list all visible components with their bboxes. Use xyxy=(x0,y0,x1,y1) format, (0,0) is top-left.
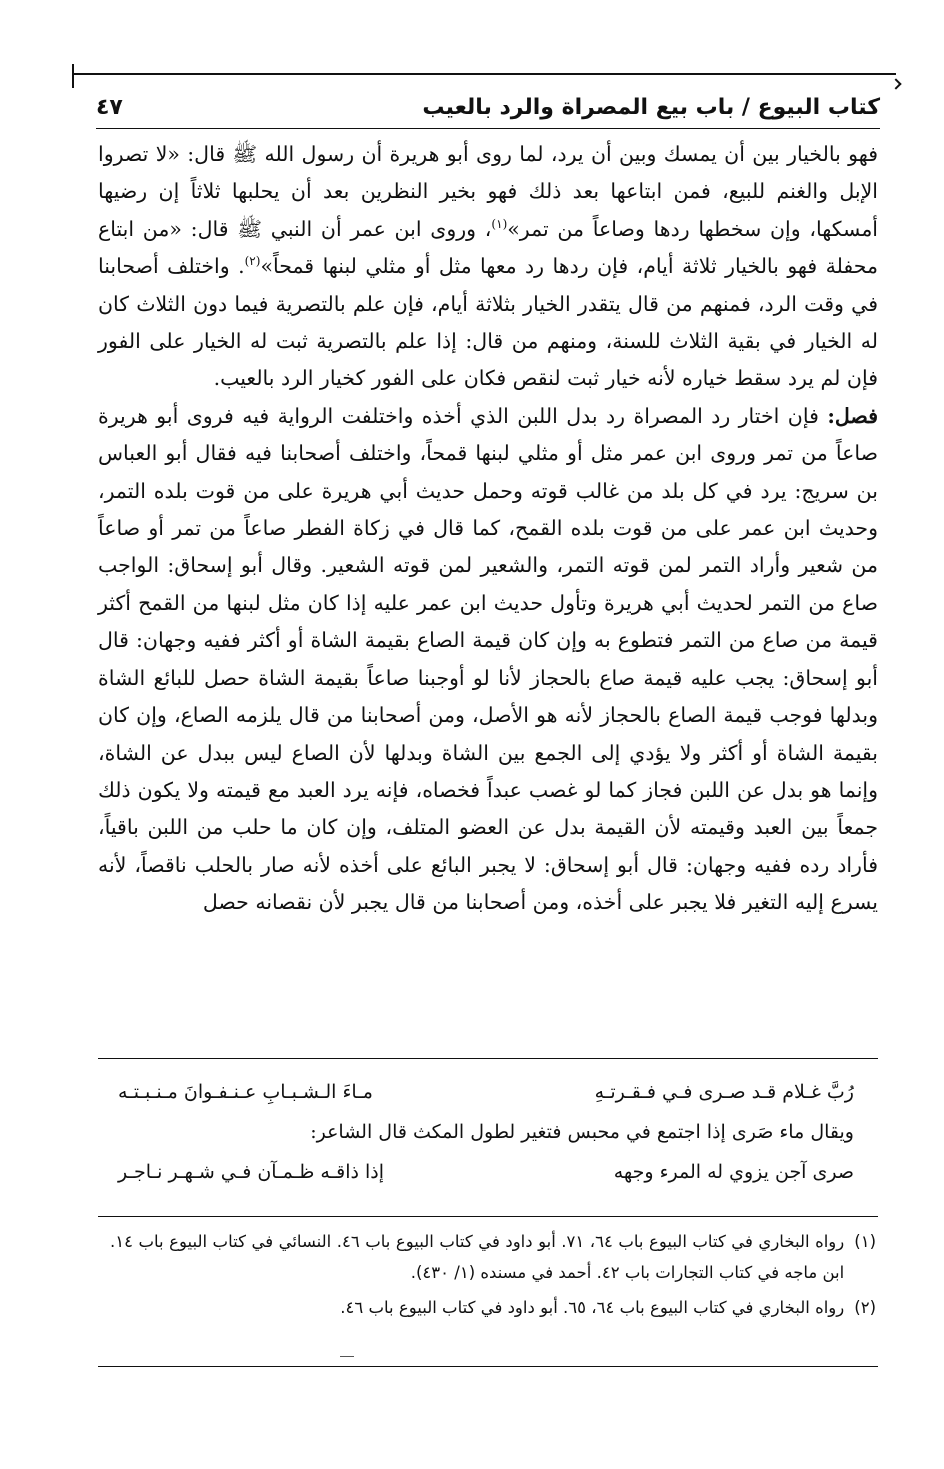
footnote-number: (٢) xyxy=(854,1298,876,1317)
header-rule xyxy=(96,128,880,129)
paragraph-2-text: فإن اختار رد المصراة رد بدل اللبن الذي أخذه واختلفت الرواية فيه فروى أبو هريرة صاعاً من تمر وروى ابن عمر مثل أو مثلي لبنها قمحاً، واختلف أصحابنا فيه فقال أبو العباس بن سريج: يرد في كل بلد من غالب قوته وحمل حديث أبي هريرة على من قوت بلده التمر، وحديث ابن عمر على من قوت بلده القمح، كما قال في زكاة الفطر صاعاً من تمر أو صاعاً من شعير وأراد التمر لمن قوته التمر، والشعير لمن قوته الشعير. وقال أبو إسحاق: الواجب صاع من التمر لحديث أبي هريرة وتأول حديث ابن عمر عليه إذا كان مثل لبنها من القمح أكثر قيمة من صاع من التمر فتطوع به وإن كان قيمة الصاع بقيمة الشاة أو أكثر ففيه وجهان: قال أبو إسحاق: يجب عليه قيمة صاع بالحجاز لأنا لو أوجبنا صاعاً بقيمة الشاة حصل للبائع الشاة وبدلها فوجب قيمة الصاع بالحجاز لأنه هو الأصل، ومن أصحابنا من قال يلزمه الصاع، وإن كان بقيمة الشاة أو أكثر ولا يؤدي إلى الجمع بين الشاة وبدلها لأن الصاع ليس ببدل عن الشاة، وإنما هو بدل عن اللبن فجاز كما لو غصب عبداً فخصاه، فإنه يرد العبد مع قيمته ولا يكون ذلك جمعاً بين العبد وقيمته لأن القيمة بدل عن العضو المتلف، وإن كان ما حلب من اللبن باقياً، فأراد رده ففيه وجهان: قال أبو إسحاق: لا يجبر البائع على أخذه لأنه صار بالحلب ناقصاً، لأنه يسرع إليه التغير فلا يجبر على أخذه، ومن أصحابنا من قال يجبر لأن نقصانه حصل xyxy=(98,403,879,915)
footnotes xyxy=(110,1226,876,1327)
paragraph-1 xyxy=(98,136,878,398)
top-frame-rule xyxy=(72,73,896,75)
small-dash-mark xyxy=(340,1356,354,1357)
frame-corner-left xyxy=(72,64,74,88)
running-title: كتاب البيوع / باب بيع المصراة والرد بالعيب xyxy=(422,94,880,120)
frame-corner-right xyxy=(890,78,901,89)
footnote-ref-2[interactable]: (٢) xyxy=(244,254,261,269)
footnote-text: رواه البخاري في كتاب البيوع باب ٦٤، ٧١. أبو داود في كتاب البيوع باب ٤٦. النسائي في كتاب البيوع باب ١٤. ابن ماجه في كتاب التجارات باب ٤٢. أحمد في مسنده (١/ ٤٣٠). xyxy=(110,1232,845,1282)
text-separator-rule xyxy=(98,1058,878,1059)
poetry-block xyxy=(98,1072,878,1192)
paragraph-1-continuation: ، وروى ابن عمر أن النبي ﷺ قال: «من ابتاع محفلة فهو بالخيار ثلاثة أيام، فإن ردها رد معها مثل أو مثلي لبنها قمحاً» xyxy=(98,216,878,279)
verse-1-second-hemistich: مـاءَ الـشـبـابِ عـنـفـوانَ مـنـبـتـه xyxy=(118,1081,373,1103)
footnote-separator-rule xyxy=(98,1216,878,1217)
verse-2-second-hemistich: إذا ذاقـه ظـمـآن فـي شـهـر نـاجـر xyxy=(118,1161,384,1183)
main-text xyxy=(98,136,878,922)
footnote-text: رواه البخاري في كتاب البيوع باب ٦٤، ٦٥. أبو داود في كتاب البيوع باب ٤٦. xyxy=(340,1298,845,1317)
verse-2 xyxy=(98,1152,878,1192)
bottom-rule xyxy=(98,1366,878,1367)
paragraph-1-text: فهو بالخيار بين أن يمسك وبين أن يرد، لما روى أبو هريرة أن رسول الله ﷺ قال: «لا تصروا الإبل والغنم للبيع، فمن ابتاعها بعد ذلك فهو بخير النظرين بعد أن يحلبها ثلاثاً إن رضيها أمسكها، وإن سخطها ردها وصاعاً من تمر» xyxy=(98,142,878,241)
running-header xyxy=(96,89,880,125)
verse-1 xyxy=(98,1072,878,1112)
footnote-2 xyxy=(110,1292,876,1323)
verse-1-first-hemistich: رُبَّ غـلام قـد صـرى فـي فـقـرتـهِ xyxy=(594,1081,854,1103)
footnote-ref-1[interactable]: (١) xyxy=(491,216,508,231)
paragraph-2 xyxy=(98,398,878,922)
footnote-1 xyxy=(110,1226,876,1288)
footnote-number: (١) xyxy=(854,1232,876,1251)
paragraph-1-end: . واختلف أصحابنا في وقت الرد، فمنهم من قال يتقدر الخيار بثلاثة أيام، فإن علم بالتصرية فيما دون الثلاث كان له الخيار في بقية الثلاث للسنة، ومنهم من قال: إذا علم بالتصرية ثبت له الخيار على الفور فإن لم يرد سقط خياره لأنه خيار ثبت لنقص فكان على الفور كخيار الرد بالعيب. xyxy=(98,254,878,391)
verse-2-first-hemistich: صرى آجن يزوي له المرء وجهه xyxy=(613,1161,854,1183)
poetry-prose-line: ويقال ماء صَرى إذا اجتمع في محبس فتغير لطول المكث قال الشاعر: xyxy=(310,1121,854,1143)
section-lead: فصل: xyxy=(827,403,878,428)
page-number: ٤٧ xyxy=(96,94,123,120)
